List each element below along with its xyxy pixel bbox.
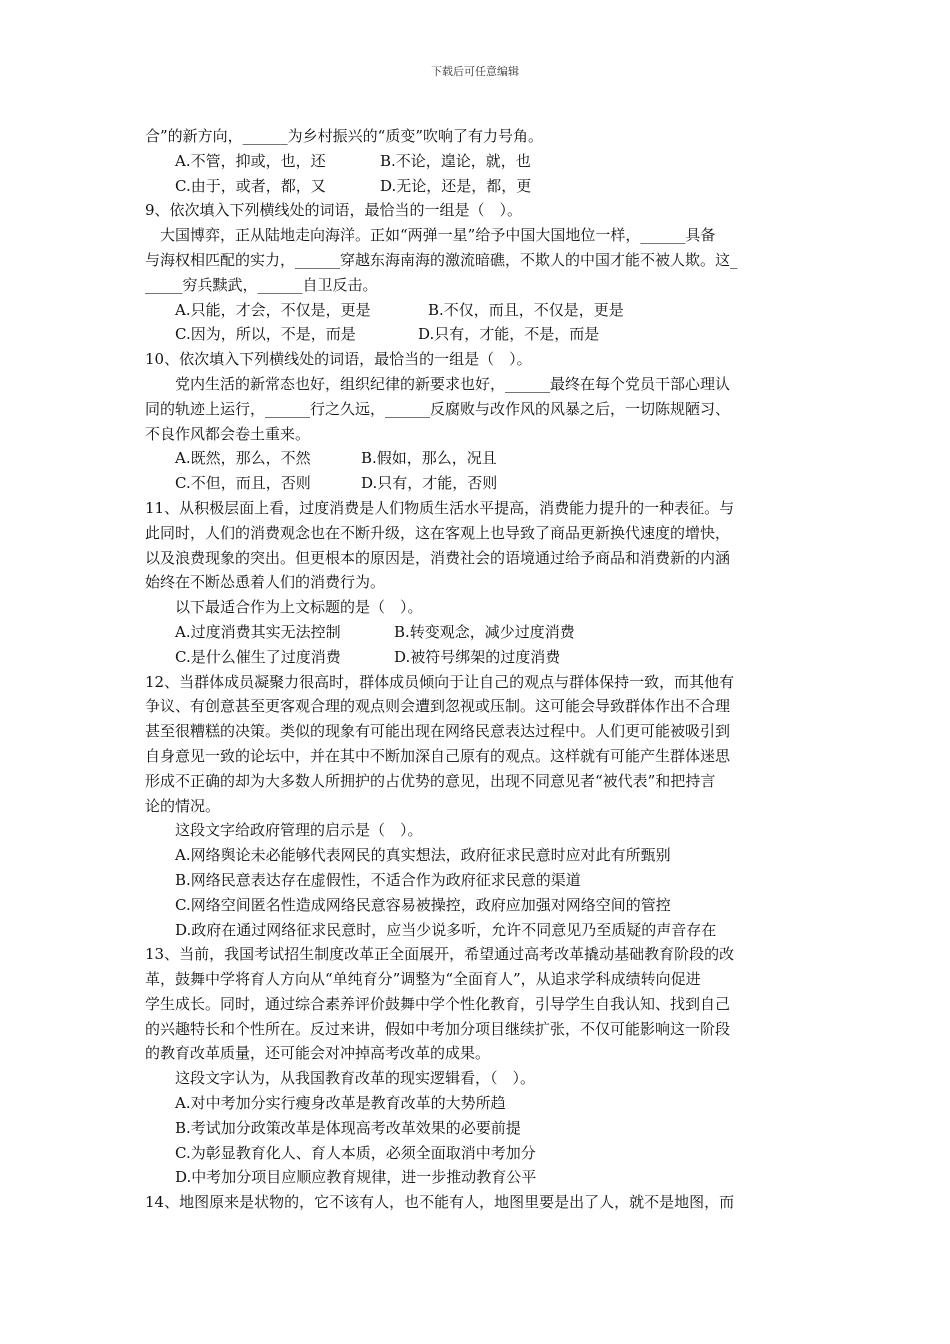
- q9-option-c: C.因为，所以，不是，而是: [175, 325, 356, 344]
- q13-text-line: 学生成长。同时，通过综合素养评价鼓舞中学个性化教育，引导学生自我认知、找到自己: [145, 994, 731, 1013]
- q12-option-d: D.政府在通过网络征求民意时，应当少说多听，允许不同意见乃至质疑的声音存在: [175, 920, 717, 939]
- q10-option-c: C.不但，而且，否则: [175, 474, 311, 493]
- q10-text-line: 同的轨迹上运行，______行之久远，______反腐败与改作风的风暴之后，一切陈规陋习、: [145, 399, 731, 418]
- q13-text-line: 的兴趣特长和个性所在。反过来讲，假如中考加分项目继续扩张，不仅可能影响这一阶段: [145, 1019, 731, 1038]
- q8-option-row: [145, 174, 810, 199]
- q12-text-line: 争议、有创意甚至更客观合理的观点则会遭到忽视或压制。这可能会导致群体作出不合理: [145, 697, 731, 716]
- q9-option-b: B.不仅，而且，不仅是，更是: [428, 300, 624, 319]
- q11-option-b: B.转变观念，减少过度消费: [394, 622, 575, 641]
- q11-text-line: 11、从积极层面上看，过度消费是人们物质生活水平提高，消费能力提升的一种表征。与: [145, 498, 735, 517]
- q12-option-c: C.网络空间匿名性造成网络民意容易被操控，政府应加强对网络空间的管控: [175, 895, 671, 914]
- q12-text-line: 自身意见一致的论坛中，并在其中不断加深自己原有的观点。这样就有可能产生群体迷思: [145, 746, 731, 765]
- document-body: [145, 124, 810, 1215]
- q10-text-line: 党内生活的新常态也好，组织纪律的新要求也好，______最终在每个党员干部心理认: [175, 374, 731, 393]
- q13-text-line: 的教育改革质量，还可能会对冲掉高考改革的成果。: [145, 1044, 491, 1063]
- page-header: 下载后可任意编辑: [431, 65, 519, 78]
- q13-option-a: A.对中考加分实行瘦身改革是教育改革的大势所趋: [175, 1094, 506, 1113]
- q13-text-line: 13、当前，我国考试招生制度改革正全面展开，希望通过高考改革撬动基础教育阶段的改: [145, 945, 735, 964]
- q11-text-line: 始终在不断怂恿着人们的消费行为。: [145, 573, 386, 592]
- q11-text-line: 此同时，人们的消费观念也在不断升级，这在客观上也导致了商品更新换代速度的增快，: [145, 523, 731, 542]
- q10-option-a: A.既然，那么，不然: [175, 449, 311, 468]
- q13-prompt: 这段文字认为，从我国教育改革的现实逻辑看，（ ）。: [175, 1069, 536, 1088]
- q12-text-line: 12、当群体成员凝聚力很高时，群体成员倾向于让自己的观点与群体保持一致，而其他有: [145, 672, 735, 691]
- q12-option-a: A.网络舆论未必能够代表网民的真实想法，政府征求民意时应对此有所甄别: [175, 846, 671, 865]
- q9-option-row: [145, 298, 810, 323]
- q8-option-c: C.由于，或者，都，又: [175, 176, 326, 195]
- q10-option-row: [145, 471, 810, 496]
- q11-option-c: C.是什么催生了过度消费: [175, 647, 341, 666]
- q11-option-d: D.被符号绑架的过度消费: [394, 647, 561, 666]
- q12-text-line: 论的情况。: [145, 796, 221, 815]
- q9-option-row: [145, 322, 810, 347]
- q13-option-c: C.为彰显教育化人、育人本质，必须全面取消中考加分: [175, 1143, 536, 1162]
- q9-text-line: _____穷兵黩武，______自卫反击。: [145, 275, 378, 294]
- q13-option-d: D.中考加分项目应顺应教育规律，进一步推动教育公平: [175, 1168, 537, 1187]
- q12-text-line: 甚至很糟糕的决策。类似的现象有可能出现在网络民意表达过程中。人们更可能被吸引到: [145, 722, 731, 741]
- q10-option-d: D.只有，才能，否则: [361, 474, 498, 493]
- q9-option-a: A.只能，才会，不仅是，更是: [175, 300, 371, 319]
- q8-option-b: B.不论，遑论，就，也: [380, 151, 531, 170]
- q12-prompt: 这段文字给政府管理的启示是（ ）。: [175, 821, 423, 840]
- q9-option-d: D.只有，才能，不是，而是: [418, 325, 600, 344]
- q12-option-b: B.网络民意表达存在虚假性，不适合作为政府征求民意的渠道: [175, 870, 581, 889]
- q11-text-line: 以及浪费现象的突出。但更根本的原因是，消费社会的语境通过给予商品和消费新的内涵: [145, 548, 731, 567]
- q8-option-row: [145, 149, 810, 174]
- q10-option-row: [145, 446, 810, 471]
- q11-option-a: A.过度消费其实无法控制: [175, 622, 341, 641]
- q12-text-line: 形成不正确的却为大多数人所拥护的占优势的意见，出现不同意见者“被代表”和把持言: [145, 771, 716, 790]
- q8-option-a: A.不管，抑或，也，还: [175, 151, 326, 170]
- q10-text-line: 不良作风都会卷土重来。: [145, 424, 311, 443]
- q13-text-line: 革，鼓舞中学将育人方向从“单纯育分”调整为“全面育人”，从追求学科成绩转向促进: [145, 970, 701, 989]
- q10-option-b: B.假如，那么，况且: [361, 449, 497, 468]
- q11-option-row: [145, 645, 810, 670]
- q10-stem: 10、依次填入下列横线处的词语，最恰当的一组是（ ）。: [145, 350, 532, 369]
- q14-text-line: 14、地图原来是状物的，它不该有人，也不能有人，地图里要是出了人，就不是地图，而: [145, 1193, 735, 1212]
- q9-stem: 9、依次填入下列横线处的词语，最恰当的一组是（ ）。: [145, 201, 523, 220]
- q13-option-b: B.考试加分政策改革是体现高考改革效果的必要前提: [175, 1118, 521, 1137]
- q9-text-line: 大国博弈，正从陆地走向海洋。正如“两弹一星”给予中国大国地位一样，______具备: [160, 226, 716, 245]
- q9-text-line: 与海权相匹配的实力，______穿越东海南海的激流暗礁，不欺人的中国才能不被人欺。这_: [145, 250, 738, 269]
- q8-text-line: 合”的新方向，______为乡村振兴的“质变”吹响了有力号角。: [145, 127, 544, 145]
- q11-option-row: [145, 620, 810, 645]
- q8-option-d: D.无论，还是，都，更: [380, 176, 532, 195]
- q11-prompt: 以下最适合作为上文标题的是（ ）。: [175, 598, 423, 617]
